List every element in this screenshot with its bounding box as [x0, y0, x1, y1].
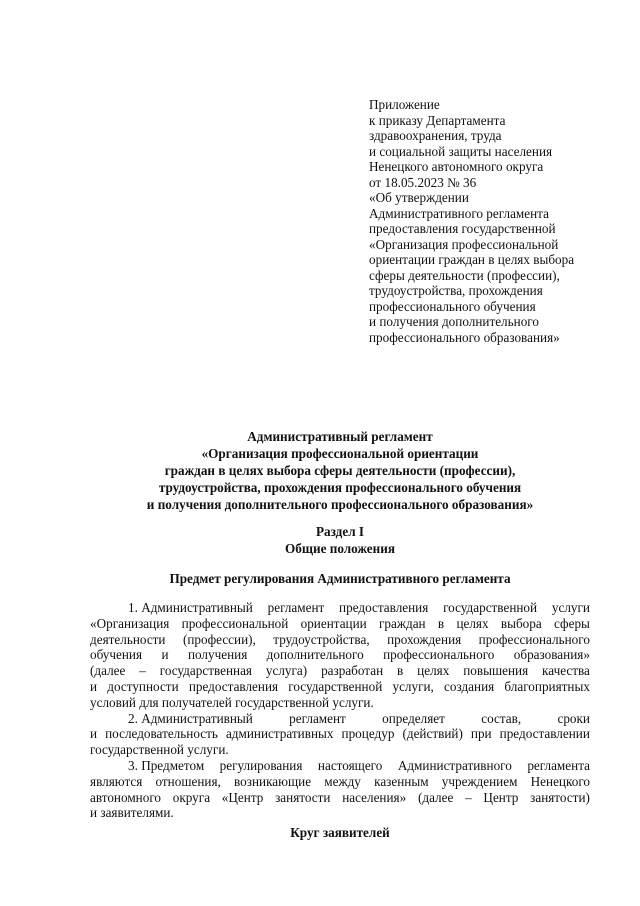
word: деятельности [90, 631, 166, 647]
word: отношения, [155, 773, 221, 789]
appendix-line: ориентации граждан в целях выбора [369, 252, 575, 267]
word: процедур [341, 726, 395, 742]
word: целях [456, 615, 489, 631]
word: профессионального [478, 631, 590, 647]
word: в [397, 663, 404, 679]
paragraph-line [90, 711, 590, 727]
circle-of-applicants-heading: Круг заявителей [290, 825, 390, 840]
word: государственной [288, 678, 383, 694]
title-line: и получения дополнительного профессионального образования» [146, 497, 534, 512]
word: создания [444, 678, 495, 694]
paragraph-line [90, 790, 590, 806]
word: повышения [463, 663, 529, 679]
paragraph-line: условий для получателей государственной услуги. [90, 694, 374, 710]
word: регламент [289, 710, 346, 726]
title-line: «Организация профессиональной ориентации [201, 446, 479, 461]
paragraph-line [90, 758, 590, 774]
word: ориентации [300, 615, 367, 631]
word: учреждением [441, 773, 518, 789]
word: обучения [90, 647, 143, 663]
appendix-line: сферы деятельности (профессии), [369, 267, 560, 283]
word: регламента [527, 757, 590, 773]
paragraph-line [90, 663, 590, 679]
word: округа [172, 789, 211, 805]
word: сроки [557, 710, 590, 726]
word: государственной [443, 600, 538, 615]
word: (действий) [402, 726, 463, 742]
paragraph-line: государственной услуги. [90, 742, 229, 758]
paragraph-line [90, 616, 590, 632]
paragraph-line [90, 679, 590, 695]
word: выбора [500, 615, 542, 631]
word: дополнительного [266, 647, 364, 663]
word: качества [542, 663, 590, 679]
word: последовательность [105, 726, 218, 742]
appendix-line: Ненецкого автономного округа [369, 159, 544, 174]
word: предоставления [339, 600, 429, 615]
word: профессионального [383, 647, 495, 663]
word: – [139, 663, 146, 679]
section-number: Раздел I [315, 524, 365, 539]
word: услуга) [265, 663, 308, 679]
word: при [470, 726, 492, 742]
word: государственная [159, 663, 252, 679]
word: казенным [374, 773, 429, 789]
section-name: Общие положения [285, 541, 395, 556]
word: занятости [275, 789, 331, 805]
word: являются [90, 773, 143, 789]
appendix-line: профессионального образования» [369, 329, 560, 345]
word: регламент [267, 600, 325, 615]
paragraph-line [90, 647, 590, 663]
appendix-block [369, 97, 619, 345]
word: благоприятных [504, 678, 590, 694]
appendix-line: профессионального обучения [369, 298, 536, 314]
paragraph-line [90, 632, 590, 648]
word: 1. Административный [128, 600, 253, 615]
word: 2. Административный [128, 710, 253, 726]
word: настоящего [317, 757, 383, 773]
word: предоставления [188, 678, 279, 694]
word: Ненецкого [530, 773, 590, 789]
word: между [324, 773, 361, 789]
appendix-line: трудоустройства, прохождения [369, 283, 543, 298]
title-line: Административный регламент [247, 429, 433, 444]
word: профессиональной [181, 615, 289, 631]
word: образования» [513, 647, 590, 663]
title-line: граждан в целях выбора сферы деятельности (профессии), [164, 463, 516, 478]
word: услуги [551, 600, 590, 615]
word: «Центр [221, 789, 264, 805]
word: прохождения [387, 631, 462, 647]
appendix-line: Приложение [369, 97, 440, 112]
word: «Организация [90, 615, 170, 631]
word: граждан [379, 615, 426, 631]
appendix-line: к приказу Департамента [369, 112, 506, 128]
word: услуги, [392, 678, 434, 694]
appendix-line: от 18.05.2023 № 36 [369, 174, 477, 190]
title-line: трудоустройства, прохождения профессионального обучения [158, 480, 522, 495]
word: административных [225, 726, 334, 742]
word: сферы [554, 615, 590, 631]
appendix-line: и получения дополнительного [369, 314, 539, 329]
appendix-line: «Организация профессиональной [369, 236, 559, 252]
subject-heading: Предмет регулирования Административного регламента [169, 571, 511, 586]
word: определяет [382, 710, 445, 726]
word: (далее [417, 789, 454, 805]
word: (далее [90, 663, 126, 679]
paragraph-line [90, 774, 590, 790]
word: целях [417, 663, 450, 679]
document-title [80, 428, 600, 513]
word: занятости) [530, 789, 590, 805]
word: населения» [342, 789, 407, 805]
word: регулирования [219, 757, 303, 773]
word: и [161, 647, 169, 663]
word: – [465, 789, 472, 805]
paragraph-line [90, 726, 590, 742]
appendix-line: предоставления государственной [369, 221, 556, 236]
appendix-line: Административного регламента [369, 205, 549, 221]
word: Административного [397, 757, 512, 773]
word: предоставлении [499, 726, 590, 742]
word: (профессии), [182, 631, 256, 647]
paragraph-line: и заявителями. [90, 805, 174, 821]
word: доступности [107, 678, 179, 694]
word: автономного [90, 789, 162, 805]
word: разработан [321, 663, 384, 679]
word: получения [187, 647, 248, 663]
word: Центр [483, 789, 519, 805]
word: 3. Предметом [128, 757, 205, 773]
appendix-line: здравоохранения, труда [369, 128, 502, 143]
paragraph-line [90, 600, 590, 616]
appendix-line: и социальной защиты населения [369, 143, 553, 159]
section-heading [80, 523, 600, 557]
word: возникающие [234, 773, 312, 789]
word: и [90, 726, 98, 742]
body-text [90, 600, 590, 821]
word: и [90, 678, 98, 694]
word: трудоустройства, [273, 631, 370, 647]
appendix-line: «Об утверждении [369, 190, 469, 205]
word: состав, [481, 710, 522, 726]
word: в [437, 615, 445, 631]
